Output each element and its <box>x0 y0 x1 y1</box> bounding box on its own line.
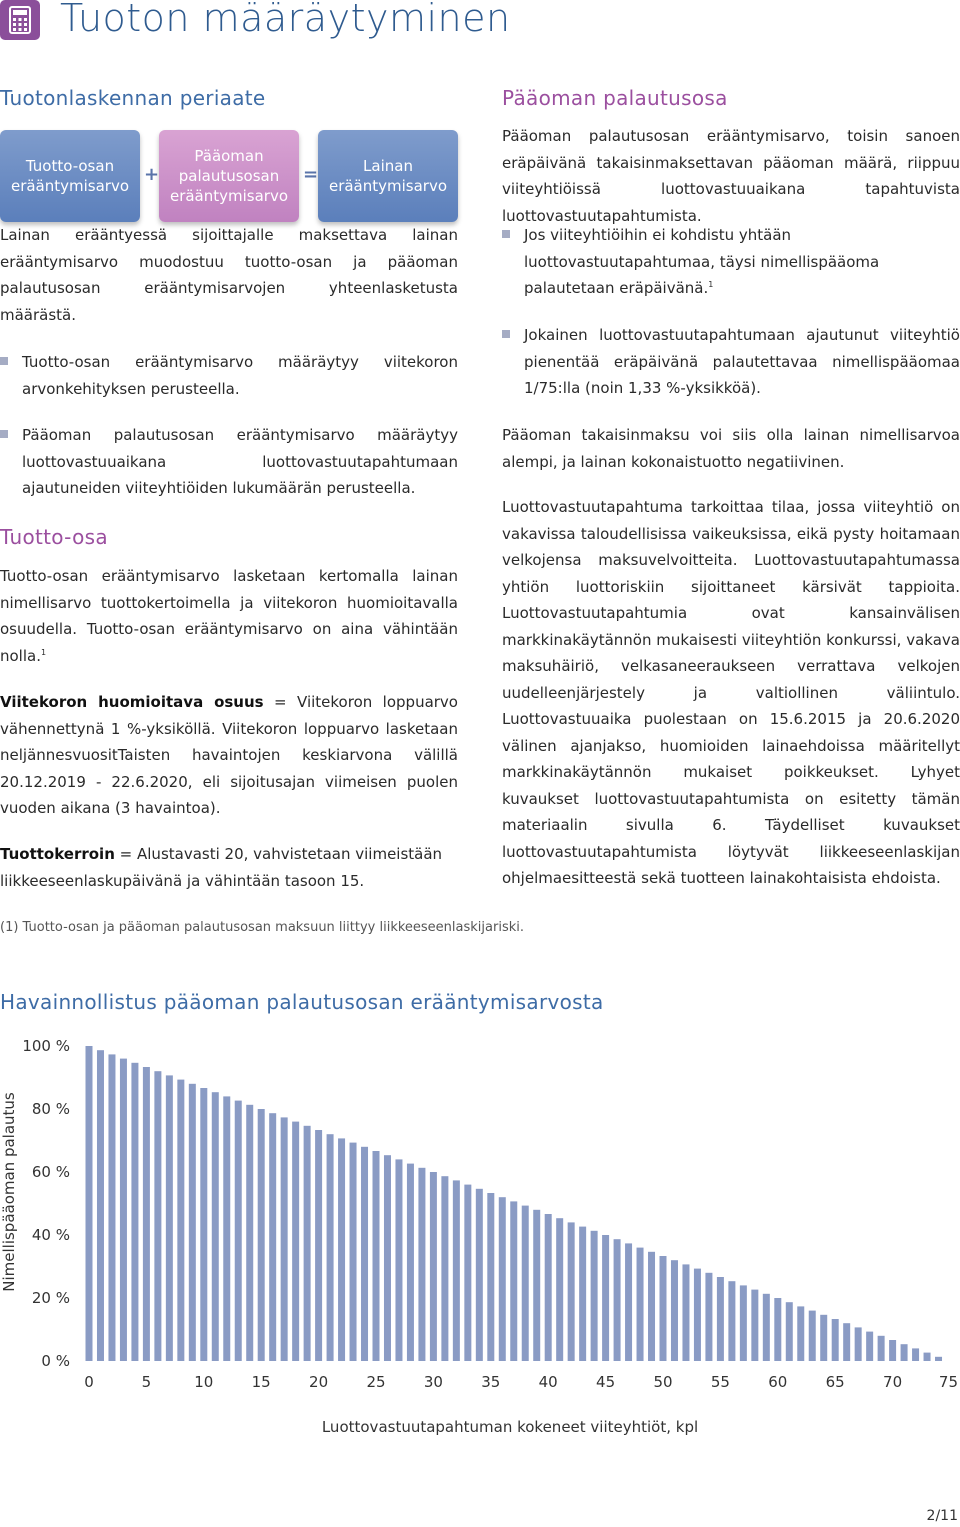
x-tick-label: 10 <box>194 1373 214 1391</box>
y-tick-label: 20 % <box>31 1289 70 1307</box>
footnote: (1) Tuotto-osan ja pääoman palautusosan maksuun liittyy liikkeeseenlaskijariski. <box>0 920 524 935</box>
x-tick-label: 30 <box>423 1373 443 1391</box>
x-tick-label: 25 <box>366 1373 386 1391</box>
x-tick-label: 20 <box>309 1373 329 1391</box>
chart-bar <box>97 1050 104 1361</box>
calculator-icon <box>0 0 40 40</box>
chart-bar <box>200 1088 207 1361</box>
bullet-no-event: Jos viiteyhtiöihin ei kohdistu yhtään luottovastuutapahtumaa, täysi nimellispääoma palautetaan eräpäivänä.$^1$ <box>502 222 960 276</box>
page-number: 2/11 <box>926 1508 958 1524</box>
chart-bar <box>774 1298 781 1361</box>
chart-bar <box>878 1336 885 1361</box>
chart-bar <box>763 1294 770 1361</box>
chart-bar <box>694 1269 701 1361</box>
x-tick-label: 45 <box>596 1373 616 1391</box>
chart-bar <box>338 1138 345 1361</box>
x-tick-label: 15 <box>251 1373 271 1391</box>
chart-bar <box>855 1327 862 1361</box>
x-tick-label: 40 <box>538 1373 558 1391</box>
chart-bar <box>522 1206 529 1361</box>
chart-bar <box>751 1290 758 1361</box>
y-tick-label: 80 % <box>31 1100 70 1118</box>
chart-bar <box>901 1344 908 1361</box>
chart-bar <box>166 1075 173 1361</box>
tuottokerroin-definition: Tuottokerroin = Alustavasti 20, vahvistetaan viimeistään liikkeeseenlaskupäivänä ja vähintään tasoon 15. <box>0 845 443 890</box>
chart-bar <box>809 1311 816 1361</box>
chart-bar <box>832 1319 839 1361</box>
chart-bar <box>660 1256 667 1361</box>
x-tick-label: 55 <box>710 1373 730 1391</box>
chart-bar <box>556 1218 563 1361</box>
chart-bar <box>671 1260 678 1361</box>
paaoma-intro: Pääoman palautusosan erääntymisarvo, toisin sanoen eräpäivänä takaisinmaksettavan pääoman määrä, riippuu viiteyhtiöissä luottovastuuaikana tapahtuvista luottovastuutapahtumista. <box>502 127 960 225</box>
chart-bar <box>143 1067 150 1361</box>
chart-bar <box>223 1096 230 1361</box>
x-tick-label: 35 <box>481 1373 501 1391</box>
y-tick-label: 0 % <box>41 1352 70 1370</box>
chart-bar <box>384 1155 391 1361</box>
chart-bar <box>568 1222 575 1361</box>
x-tick-label: 70 <box>883 1373 903 1391</box>
x-tick-label: 5 <box>141 1373 152 1391</box>
chart-bar <box>866 1332 873 1361</box>
chart-bar <box>476 1189 483 1361</box>
chart-bar <box>533 1210 540 1361</box>
x-tick-label: 0 <box>84 1373 94 1391</box>
chart-bar <box>246 1105 253 1361</box>
page-title: Tuoton määräytyminen <box>60 0 511 40</box>
chart-bar <box>235 1101 242 1361</box>
x-axis-label: Luottovastuutapahtuman kokeneet viiteyhtiöt, kpl <box>321 1418 699 1436</box>
chart-bar <box>189 1084 196 1361</box>
x-tick-label: 75 <box>938 1373 958 1391</box>
chart-bar <box>304 1126 311 1361</box>
chart-bar <box>843 1323 850 1361</box>
chart-bar <box>430 1172 437 1361</box>
chart-bar <box>154 1071 161 1361</box>
equals-sign: = <box>303 164 319 185</box>
chart-bar <box>740 1285 747 1361</box>
y-tick-label: 40 % <box>31 1226 70 1244</box>
x-tick-label: 50 <box>653 1373 673 1391</box>
chart-bar <box>579 1227 586 1361</box>
chart-bar <box>786 1302 793 1361</box>
bullet-paaoma: Pääoman palautusosan erääntymisarvo määräytyy luottovastuuaikana luottovastuutapahtumaan ajautuneiden viiteyhtiöiden lukumäärän perusteella. <box>0 422 458 502</box>
chart-bar <box>395 1159 402 1361</box>
chart-bar <box>602 1235 609 1361</box>
viitekoron-definition: Viitekoron huomioitava osuus = Viitekoron loppuarvo vähennettynä 1 %-yksiköllä. Viitekoron loppuarvo lasketaan neljännesvuositTaisten havaintojen keskiarvona välillä 20.12.2019 - 22.6.2020, eli sijoitusajan viimeisen puolen vuoden aikana (3 havaintoa). <box>0 693 458 817</box>
chart-bar <box>648 1252 655 1361</box>
y-tick-label: 60 % <box>31 1163 70 1181</box>
chart-bar <box>705 1273 712 1361</box>
chart-bar <box>453 1180 460 1361</box>
plus-sign: + <box>144 164 160 185</box>
formula-box-paaoma: Pääoman palautusosan erääntymisarvo <box>159 130 299 222</box>
x-tick-label: 60 <box>768 1373 788 1391</box>
chart-bar <box>637 1248 644 1361</box>
chart-heading: Havainnollistus pääoman palautusosan erääntymisarvosta <box>0 990 604 1014</box>
y-tick-label: 100 % <box>22 1037 70 1055</box>
chart-bar <box>315 1130 322 1361</box>
tuotto-paragraph: Tuotto-osan erääntymisarvo lasketaan kertomalla lainan nimellisarvo tuottokertoimella ja viitekoron huomioitavalla osuudella. Tuotto-osan erääntymisarvo on aina vähintään nolla.$^1$ <box>0 567 458 665</box>
formula-box-lainan: Lainan erääntymisarvo <box>318 130 458 222</box>
chart-bar <box>625 1243 632 1361</box>
chart-bar <box>131 1063 138 1361</box>
section-heading-tuotonlaskenta: Tuotonlaskennan periaate <box>0 86 266 110</box>
chart-bar <box>108 1054 115 1361</box>
chart-bar <box>212 1092 219 1361</box>
chart-bar <box>120 1059 127 1361</box>
chart-bar <box>487 1193 494 1361</box>
chart-bar <box>717 1277 724 1361</box>
chart-bar <box>373 1151 380 1361</box>
chart-bar <box>614 1239 621 1361</box>
chart-bar <box>418 1168 425 1361</box>
chart-bar <box>258 1109 265 1361</box>
chart-bar <box>407 1164 414 1361</box>
chart-bar <box>889 1340 896 1361</box>
chart-bar <box>682 1264 689 1361</box>
chart-bar <box>350 1143 357 1361</box>
bullet-tuotto-osa: Tuotto-osan erääntymisarvo määräytyy viitekoron arvonkehityksen perusteella. <box>0 349 458 403</box>
section-heading-tuotto-osa: Tuotto-osa <box>0 525 108 549</box>
intro-paragraph: Lainan erääntyessä sijoittajalle maksettava lainan erääntymisarvo muodostuu tuotto-osan ja pääoman palautusosan erääntymisarvojen yhteenlasketusta määrästä. <box>0 226 458 324</box>
chart-bar <box>545 1214 552 1361</box>
chart-bar <box>269 1113 276 1361</box>
chart-bar <box>327 1134 334 1361</box>
chart-bar <box>361 1147 368 1361</box>
chart-bar <box>924 1353 931 1361</box>
chart-bar <box>441 1176 448 1361</box>
section-heading-paaoman-palautusosa: Pääoman palautusosa <box>502 86 728 110</box>
chart-bar <box>510 1201 517 1361</box>
formula-box-tuotto: Tuotto-osan erääntymisarvo <box>0 130 140 222</box>
y-axis-label: Nimellispääoman palautus <box>0 1092 18 1292</box>
chart-bar <box>499 1197 506 1361</box>
takaisinmaksu-paragraph: Pääoman takaisinmaksu voi siis olla lainan nimellisarvoa alempi, ja lainan kokonaistuotto negatiivinen. <box>502 426 960 471</box>
bullet-each-event: Jokainen luottovastuutapahtumaan ajautunut viiteyhtiö pienentää eräpäivänä palautettavaa nimellispääomaa 1/75:lla (noin 1,33 %-yksikköä). <box>502 322 960 402</box>
chart-bar <box>292 1122 299 1361</box>
bar-chart <box>0 1030 960 1450</box>
chart-bar <box>935 1357 942 1361</box>
chart-bar <box>728 1281 735 1361</box>
luottovastuu-paragraph: Luottovastuutapahtuma tarkoittaa tilaa, jossa viiteyhtiö on vakavissa taloudellisissa vaikeuksissa, eikä pysty hoitamaan velkojensa maksuvelvoitteita. Luottovastuutapahtumassa yhtiön luottoriskiin sijoittaneet kärsivät tappioita. Luottovastuutapahtumia ovat kansainvälisen markkinakäytännön mukaisesti viiteyhtiön konkurssi, vakava maksuhäiriö, velkasaneeraukseen verrattava velkojen uudelleenjärjestely ja valtiollinen väliintulo. Luottovastuuaika puolestaan on 15.6.2015 ja 20.6.2020 välinen ajanjakso, huomioiden lainaehdoissa määritellyt markkinakäytännön mukaiset poikkeukset. Lyhyet kuvaukset luottovastuutapahtumista on esitetty tämän materiaalin sivulla 6. Täydelliset kuvaukset luottovastuutapahtumista löytyvät liikkeeseenlaskijan ohjelmaesitteestä sekä tuotteen lainakohtaisista ehdoista. <box>502 498 960 887</box>
chart-bar <box>912 1348 919 1361</box>
chart-bar <box>281 1117 288 1361</box>
x-tick-label: 65 <box>825 1373 845 1391</box>
chart-bar <box>820 1315 827 1361</box>
chart-bar <box>177 1080 184 1361</box>
chart-bar <box>86 1046 93 1361</box>
chart-bar <box>591 1231 598 1361</box>
chart-bar <box>464 1185 471 1361</box>
chart-bar <box>797 1306 804 1361</box>
